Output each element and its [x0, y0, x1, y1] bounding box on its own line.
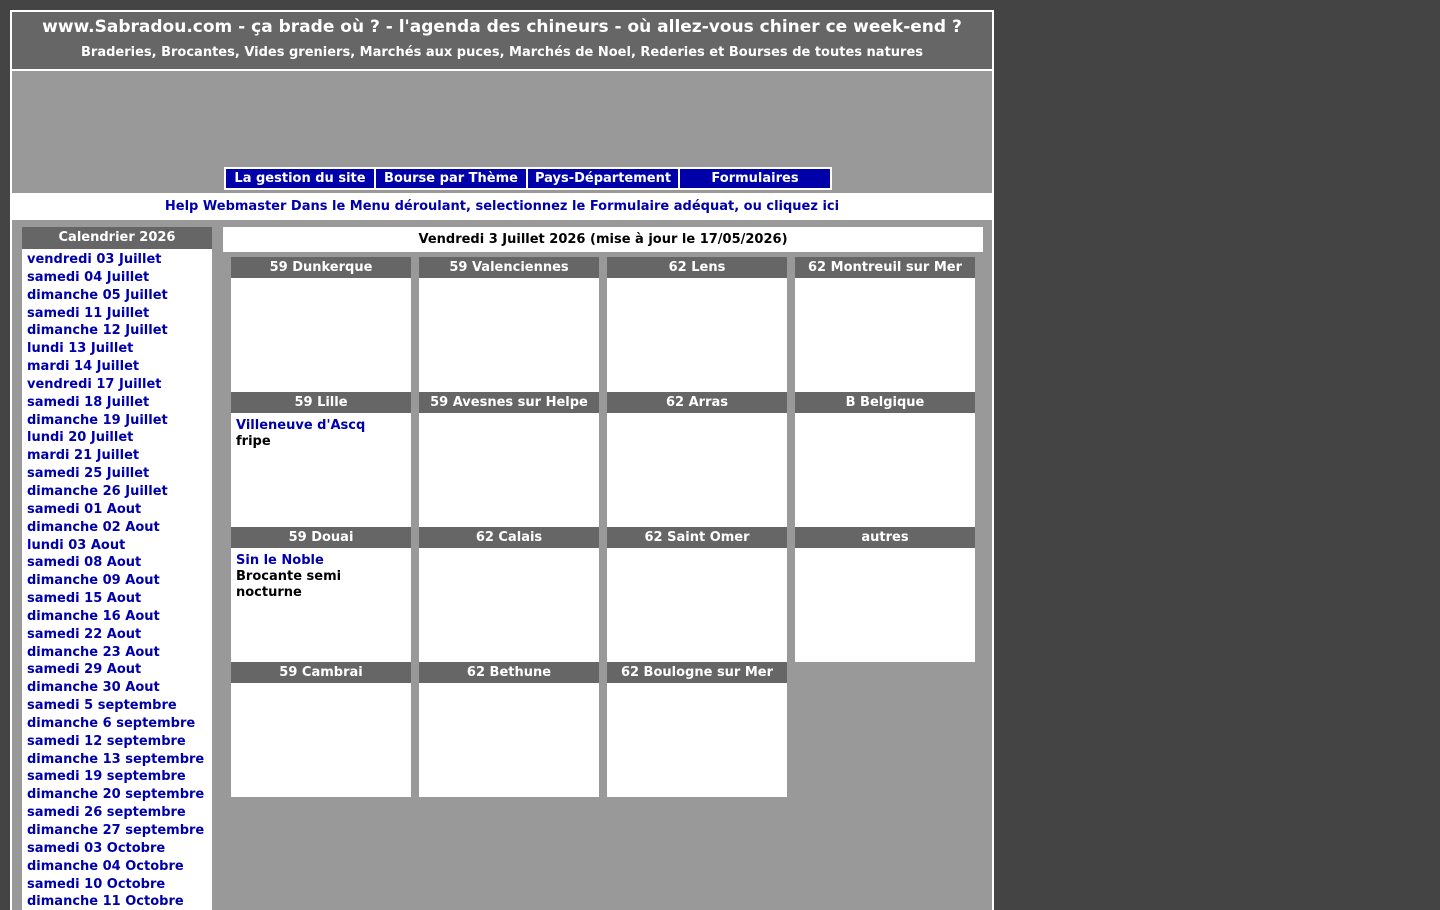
calendar-date-link[interactable]: samedi 01 Aout	[27, 501, 142, 517]
region-box	[607, 257, 787, 392]
region-box-title: 59 Avesnes sur Helpe	[419, 392, 599, 413]
calendar-date-list	[22, 249, 212, 910]
nav-gestion-site[interactable]: La gestion du site	[224, 167, 376, 190]
calendar-date-link[interactable]: dimanche 09 Aout	[27, 573, 160, 589]
region-box	[419, 392, 599, 527]
calendar-date-link[interactable]: dimanche 23 Aout	[27, 644, 160, 660]
region-box	[607, 527, 787, 662]
region-box-title: 59 Valenciennes	[419, 257, 599, 278]
site-header	[12, 12, 992, 71]
region-box	[231, 392, 411, 527]
region-box-body	[419, 548, 599, 553]
calendar-date-link[interactable]: dimanche 04 Octobre	[27, 858, 184, 874]
calendar-date-link[interactable]: samedi 03 Octobre	[27, 840, 166, 856]
region-box-title: 59 Dunkerque	[231, 257, 411, 278]
region-box	[795, 257, 975, 392]
calendar-date-link[interactable]: samedi 08 Aout	[27, 555, 142, 571]
calendar-date-link[interactable]: mardi 14 Juillet	[27, 359, 140, 375]
calendar-date-link[interactable]: samedi 5 septembre	[27, 698, 177, 714]
region-box-body	[607, 413, 787, 418]
region-box	[419, 662, 599, 797]
calendar-date-link[interactable]: dimanche 26 Juillet	[27, 483, 168, 499]
event-town-link[interactable]: Villeneuve d'Ascq	[236, 418, 366, 433]
region-box-title: 62 Boulogne sur Mer	[607, 662, 787, 683]
region-box-body	[607, 683, 787, 688]
calendar-date-link[interactable]: dimanche 6 septembre	[27, 715, 196, 731]
calendar-date-link[interactable]: dimanche 19 Juillet	[27, 412, 168, 428]
calendar-date-link[interactable]: dimanche 20 septembre	[27, 787, 205, 803]
region-box-title: autres	[795, 527, 975, 548]
main-nav	[224, 167, 832, 190]
region-box-body	[607, 548, 787, 553]
calendar-date-link[interactable]: lundi 13 Juillet	[27, 341, 134, 357]
day-title: Vendredi 3 Juillet 2026 (mise à jour le 17/05/2026)	[223, 227, 983, 252]
region-box	[231, 662, 411, 797]
region-box-body	[419, 413, 599, 418]
calendar-date-link[interactable]: dimanche 11 Octobre	[27, 894, 184, 910]
region-box-title: 62 Montreuil sur Mer	[795, 257, 975, 278]
region-box	[607, 392, 787, 527]
site-title: www.Sabradou.com - ça brade où ? - l'agenda des chineurs - où allez-vous chiner ce week-end ?	[42, 17, 962, 37]
calendar-date-link[interactable]: samedi 22 Aout	[27, 626, 142, 642]
region-box-title: 62 Lens	[607, 257, 787, 278]
region-box-body	[231, 683, 411, 688]
calendar-date-link[interactable]: vendredi 17 Juillet	[27, 376, 162, 392]
region-box	[795, 527, 975, 662]
region-box-body	[607, 278, 787, 283]
calendar-title: Calendrier 2026	[22, 227, 212, 249]
calendar-date-link[interactable]: samedi 29 Aout	[27, 662, 142, 678]
region-box-body	[231, 413, 411, 450]
region-box-body	[419, 683, 599, 688]
region-box-title: 62 Calais	[419, 527, 599, 548]
help-webmaster-link[interactable]: Help Webmaster Dans le Menu déroulant, selectionnez le Formulaire adéquat, ou cliquez ici	[164, 199, 840, 214]
region-box-body	[795, 278, 975, 283]
calendar-date-link[interactable]: dimanche 30 Aout	[27, 680, 160, 696]
region-box-title: 62 Bethune	[419, 662, 599, 683]
page-container	[10, 10, 994, 910]
region-box-body	[419, 278, 599, 283]
calendar-date-link[interactable]: samedi 18 Juillet	[27, 394, 150, 410]
region-box-body	[231, 278, 411, 283]
nav-bourse-theme[interactable]: Bourse par Thème	[376, 167, 528, 190]
calendar-date-link[interactable]: samedi 10 Octobre	[27, 876, 166, 892]
calendar-date-link[interactable]: lundi 03 Aout	[27, 537, 126, 553]
event-description: fripe	[236, 434, 271, 449]
calendar-date-link[interactable]: samedi 12 septembre	[27, 733, 186, 749]
region-box-title: 59 Douai	[231, 527, 411, 548]
event-town-link[interactable]: Sin le Noble	[236, 553, 324, 568]
calendar-date-link[interactable]: dimanche 05 Juillet	[27, 287, 168, 303]
region-box-title: 59 Cambrai	[231, 662, 411, 683]
region-box-body	[231, 548, 411, 601]
region-box	[419, 257, 599, 392]
region-box	[419, 527, 599, 662]
calendar-date-link[interactable]: samedi 04 Juillet	[27, 269, 150, 285]
calendar-date-link[interactable]: dimanche 13 septembre	[27, 751, 205, 767]
region-box	[607, 662, 787, 797]
calendar-date-link[interactable]: samedi 26 septembre	[27, 805, 186, 821]
calendar-date-link[interactable]: vendredi 03 Juillet	[27, 252, 162, 267]
calendar-date-link[interactable]: lundi 20 Juillet	[27, 430, 134, 446]
region-box	[795, 392, 975, 527]
region-box-title: B Belgique	[795, 392, 975, 413]
site-subtitle: Braderies, Brocantes, Vides greniers, Marchés aux puces, Marchés de Noel, Rederies et Bourses de toutes natures	[81, 45, 923, 60]
region-box	[231, 527, 411, 662]
calendar-date-link[interactable]: samedi 19 septembre	[27, 769, 186, 785]
region-box-title: 62 Arras	[607, 392, 787, 413]
calendar-sidebar	[22, 227, 212, 910]
calendar-date-link[interactable]: dimanche 16 Aout	[27, 608, 160, 624]
calendar-date-link[interactable]: dimanche 02 Aout	[27, 519, 160, 535]
calendar-date-link[interactable]: dimanche 12 Juillet	[27, 323, 168, 339]
calendar-date-link[interactable]: samedi 15 Aout	[27, 591, 142, 607]
region-box-body	[795, 548, 975, 553]
region-box-title: 62 Saint Omer	[607, 527, 787, 548]
region-box-title: 59 Lille	[231, 392, 411, 413]
region-box-body	[795, 413, 975, 418]
event-description: Brocante semi nocturne	[236, 569, 342, 600]
calendar-date-link[interactable]: samedi 11 Juillet	[27, 305, 150, 321]
nav-pays-departement[interactable]: Pays-Département	[528, 167, 680, 190]
calendar-date-link[interactable]: samedi 25 Juillet	[27, 466, 150, 482]
help-bar	[12, 193, 992, 220]
calendar-date-link[interactable]: dimanche 27 septembre	[27, 823, 205, 838]
region-box	[231, 257, 411, 392]
nav-formulaires[interactable]: Formulaires	[680, 167, 832, 190]
calendar-date-link[interactable]: mardi 21 Juillet	[27, 448, 140, 464]
